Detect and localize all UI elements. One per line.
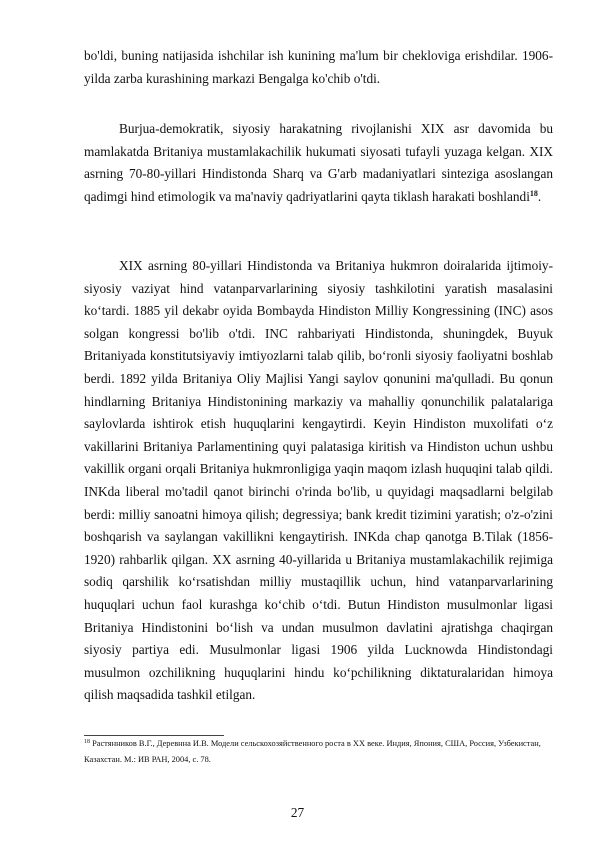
paragraph-xix-asr: XIX asrning 80-yillari Hindistonda va Britaniya hukmron doiralarida ijtimoiy-siyosiy vaziyat hind vatanparvarlarining siyosiy tashkilotini yaratish masalasini koʻtardi. 1885 yil dekabr oyida Bombayda Hindiston Milliy Kongressining (INC) asos solgan kongressi bo'lib o'tdi. INC rahbariyati Hindistonda, shuningdek, Buyuk Britaniyada konstitutsiyaviy imtiyozlarni talab qilib, boʻronli siyosiy faoliyatni boshlab berdi. 1892 yilda Britaniya Oliy Majlisi Yangi saylov qonunini ma'qulladi. Bu qonun hindlarning Britaniya Hindistonining markaziy va mahalliy qonunchilik palatalariga saylovlarda ishtirok etish huquqlarini kengaytirdi. Keyin Hindiston muxolifati oʻz vakillarini Britaniya Parlamentining quyi palatasiga kiritish va Hindiston uchun ushbu vakillik organi orqali Britaniya hukmronligiga yaqin maqom izlash huquqini talab qildi. INKda liberal mo'tadil qanot birinchi o'rinda bo'lib, u quyidagi maqsadlarni belgilab berdi: milliy sanoatni himoya qilish; degressiya; bank kredit tizimini yaratish; o'z-o'zini boshqarish va saylangan vakillikni kengaytirish. INKda chap qanotga B.Tilak (1856-1920) rahbarlik qilgan. XX asrning 40-yillarida u Britaniya mustamlakachilik rejimiga sodiq qarshilik koʻrsatishdan milliy mustaqillik uchun, hind vatanparvarlarining huquqlari uchun faol kurashga koʻchib oʻtdi. Butun Hindiston musulmonlar ligasi Britaniya Hindistonini boʻlish va undan musulmon davlatini ajratishga chaqirgan siyosiy partiya edi. Musulmonlar ligasi 1906 yilda Lucknowda Hindistondagi musulmon ozchilikning huquqlarini hindu koʻpchilikning diktaturalaridan himoya qilish maqsadida tashkil etilgan. <box>84 258 553 703</box>
paragraph-end-punctuation: . <box>537 188 542 204</box>
paragraph-text: Burjua-demokratik, siyosiy harakatning rivojlanishi XIX asr davomida bu mamlakatda Britaniya mustamlakachilik hukumati siyosati tufayli yuzaga kelgan. XIX asrning 70-80-yillari Hindistonda Sharq va G'arb madaniyatlari sinteziga asoslangan qadimgi hind etimologik va ma'naviy qadriyatlarini qayta tiklash harakati boshlandi <box>84 121 553 204</box>
footnote-marker: 18 <box>84 739 90 745</box>
paragraph-burjua-demokratik <box>84 118 553 208</box>
page-number: 27 <box>290 805 305 820</box>
footnote-text: Растянников В.Г., Деревнна И.В. Модели сельскохозяйственного роста в XX веке. Индия, Япония, США, Россия, Узбекистан, Казахстан. М.: ИВ РАН, 2004, с. 78. <box>84 739 541 764</box>
paragraph-continuation: bo'ldi, buning natijasida ishchilar ish kunining ma'lum bir chekloviga erishdilar. 1906-yilda zarba kurashining markazi Bengalga ko'chib o'tdi. <box>84 48 553 86</box>
footnote-reference[interactable]: 18 <box>529 188 538 198</box>
footnote <box>84 736 553 767</box>
